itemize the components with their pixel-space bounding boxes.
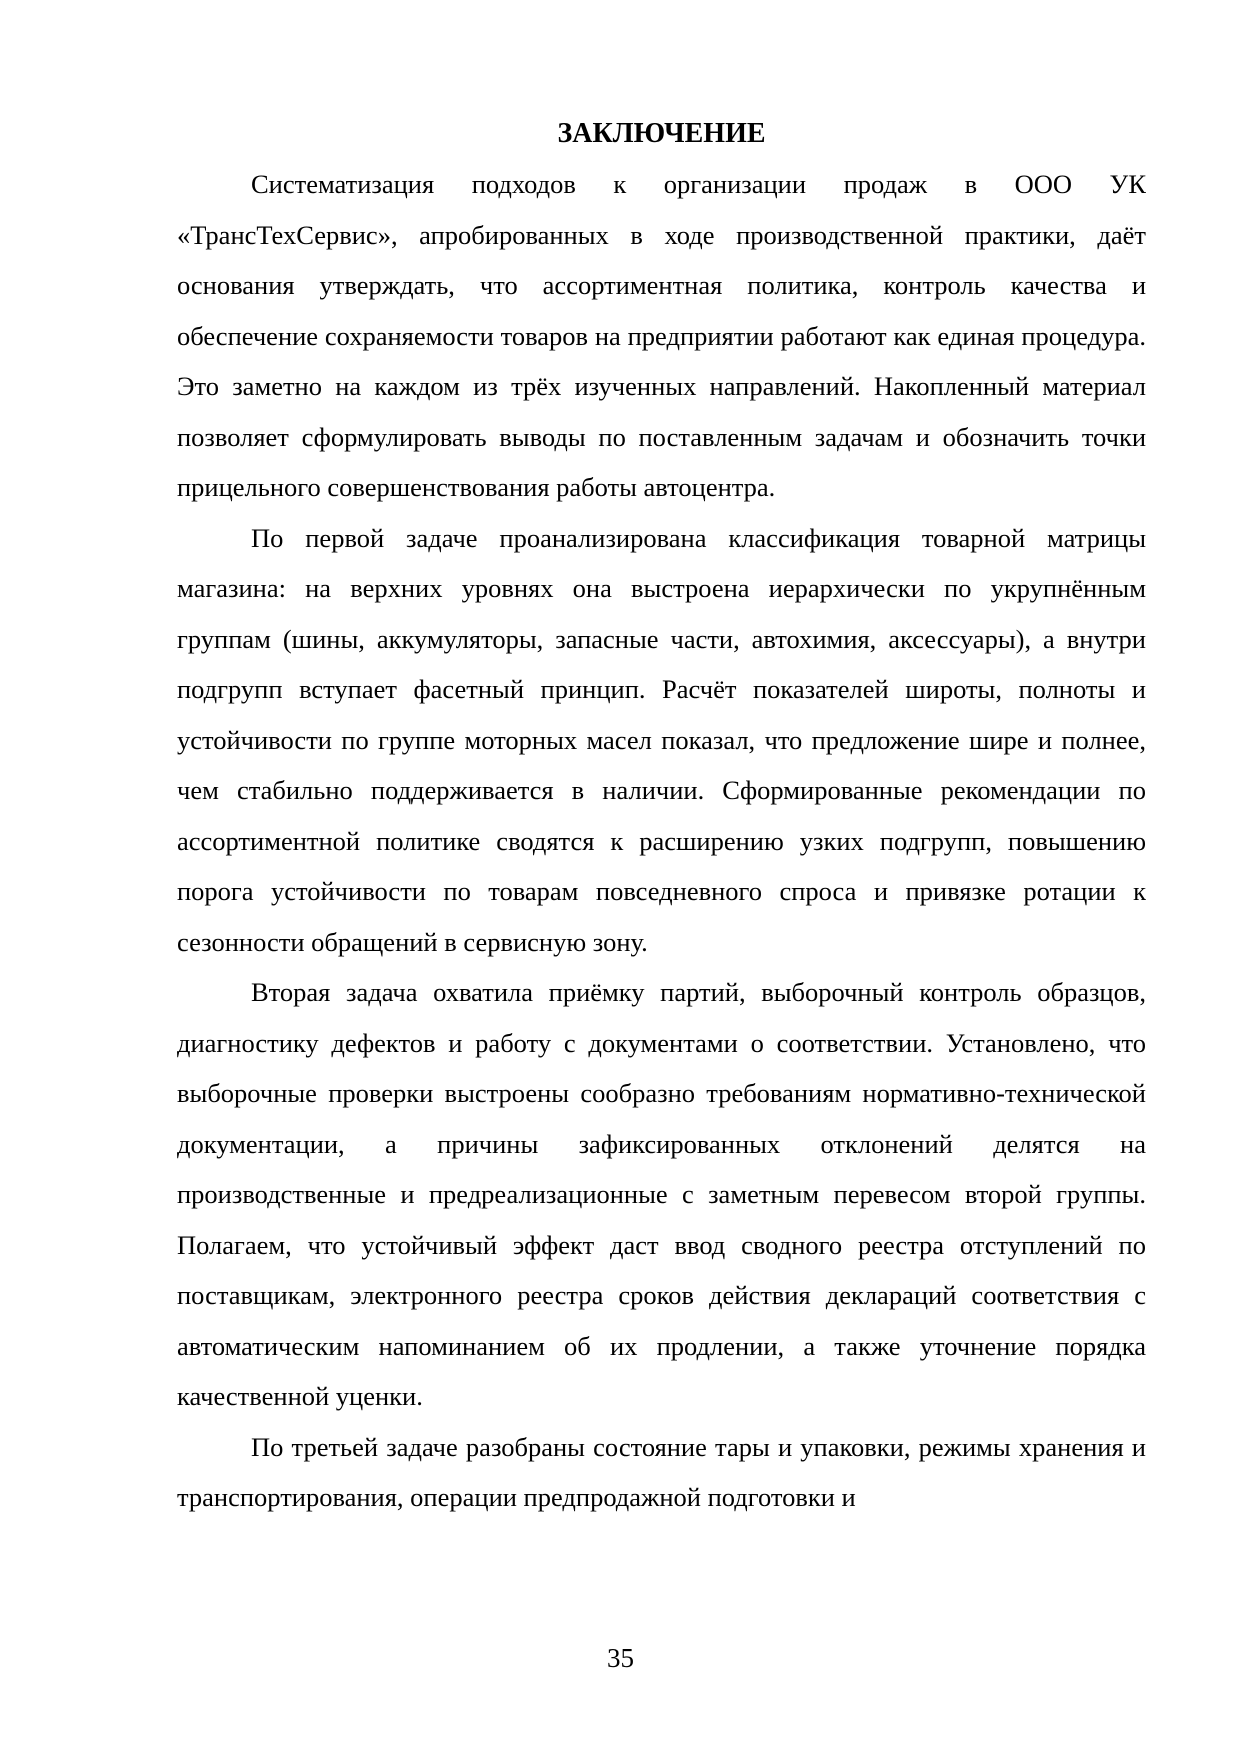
paragraph-3: Вторая задача охватила приёмку партий, выборочный контроль образцов, диагностику дефектов и работу с документами о соответствии. Установлено, что выборочные проверки выстроены сообразно требованиям нормативно-технической документации, а причины зафиксированных отклонений делятся на производственные и предреализационные с заметным перевесом второй группы. Полагаем, что устойчивый эффект даст ввод сводного реестра отступлений по поставщикам, электронного реестра сроков действия деклараций соответствия с автоматическим напоминанием об их продлении, а также уточнение порядка качественной уценки. (177, 977, 1146, 1411)
page-title: ЗАКЛЮЧЕНИЕ (557, 118, 766, 149)
paragraph-1: Систематизация подходов к организации продаж в ООО УК «ТрансТехСервис», апробированных в ходе производственной практики, даёт основания утверждать, что ассортиментная политика, контроль качества и обеспечение сохраняемости товаров на предприятии работают как единая процедура. Это заметно на каждом из трёх изученных направлений. Накопленный материал позволяет сформулировать выводы по поставленным задачам и обозначить точки прицельного совершенствования работы автоцентра. (177, 169, 1146, 502)
body-text (177, 159, 1146, 1639)
paragraph-2: По первой задаче проанализирована классификация товарной матрицы магазина: на верхних уровнях она выстроена иерархически по укрупнённым группам (шины, аккумуляторы, запасные части, автохимия, аксессуары), а внутри подгрупп вступает фасетный принцип. Расчёт показателей широты, полноты и устойчивости по группе моторных масел показал, что предложение шире и полнее, чем стабильно поддерживается в наличии. Сформированные рекомендации по ассортиментной политике сводятся к расширению узких подгрупп, повышению порога устойчивости по товарам повседневного спроса и привязке ротации к сезонности обращений в сервисную зону. (177, 522, 1146, 957)
page-number: 35 (607, 1643, 634, 1673)
paragraph-4: По третьей задаче разобраны состояние тары и упаковки, режимы хранения и транспортирования, операции предпродажной подготовки и (177, 1431, 1146, 1512)
